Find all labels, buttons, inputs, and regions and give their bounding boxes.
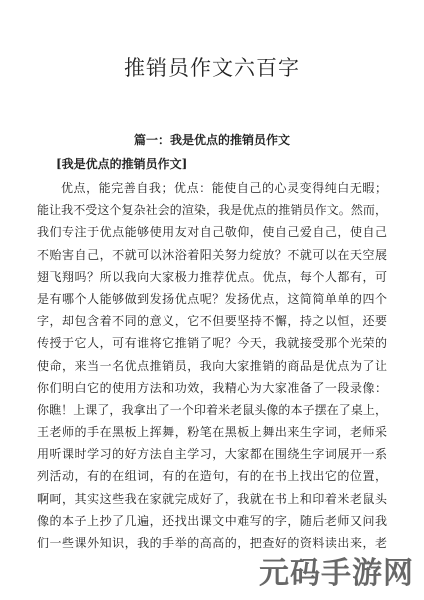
site-watermark: 元码手游网: [259, 556, 414, 591]
bracket-title: [我是优点的推销员作文]: [56, 157, 188, 171]
body-line: 是有哪个人能够做到发扬优点呢？发扬优点，这简简单单的四个: [37, 291, 387, 306]
body-line: 用听课时学习的好方法自主学习，大家都在围绕生字词展开一系: [37, 447, 387, 462]
body-line: 像的本子上抄了几遍，还找出课文中难写的字，随后老师又问我: [37, 513, 387, 528]
body-line: 列活动，有的在组词，有的在造句，有的在书上找出它的位置，: [37, 469, 387, 484]
body-line: 们一些课外知识，我的手举的高高的，把查好的资料读出来，老: [37, 536, 387, 550]
body-line: 能让我不受这个复杂社会的渲染，我是优点的推销员作文。然而，: [37, 203, 387, 218]
body-line: 王老师的手在黑板上挥舞，粉笔在黑板上舞出来生字词，老师采: [37, 425, 387, 440]
document-title: 推销员作文六百字: [124, 56, 300, 80]
body-line: 翅飞翔吗？所以我向大家极力推荐优点。优点，每个人都有，可: [37, 269, 387, 284]
body-line: 我们专注于优点能够使用友对自己敬仰，使自己爱自己，使自己: [37, 225, 387, 240]
body-line: 传授于它人，可有谁将它推销了呢？今天，我就接受那个光荣的: [37, 336, 387, 351]
body-line: 使命，来当一名优点推销员，我向大家推销的商品是优点为了让: [37, 358, 387, 373]
body-text: [37, 177, 387, 554]
body-line: 啊呵，其实这些我在家就完成好了，我就在书上和印着米老鼠头: [37, 491, 387, 506]
body-line: 你们明白它的使用方法和功效，我精心为大家准备了一段录像：: [37, 380, 387, 395]
body-line: 不贻害自己，不就可以沐浴着阳关努力绽放？不就可以在天空展: [37, 247, 387, 262]
body-line: 你瞧！上课了，我拿出了一个印着米老鼠头像的本子摆在了桌上，: [37, 402, 387, 417]
section-heading: 篇一：我是优点的推销员作文: [133, 133, 290, 147]
body-line: 优点，能完善自我；优点：能使自己的心灵变得纯白无暇；: [61, 181, 387, 195]
body-line: 字，却包含着不同的意义，它不但要坚持不懈，持之以恒，还要: [37, 314, 387, 329]
